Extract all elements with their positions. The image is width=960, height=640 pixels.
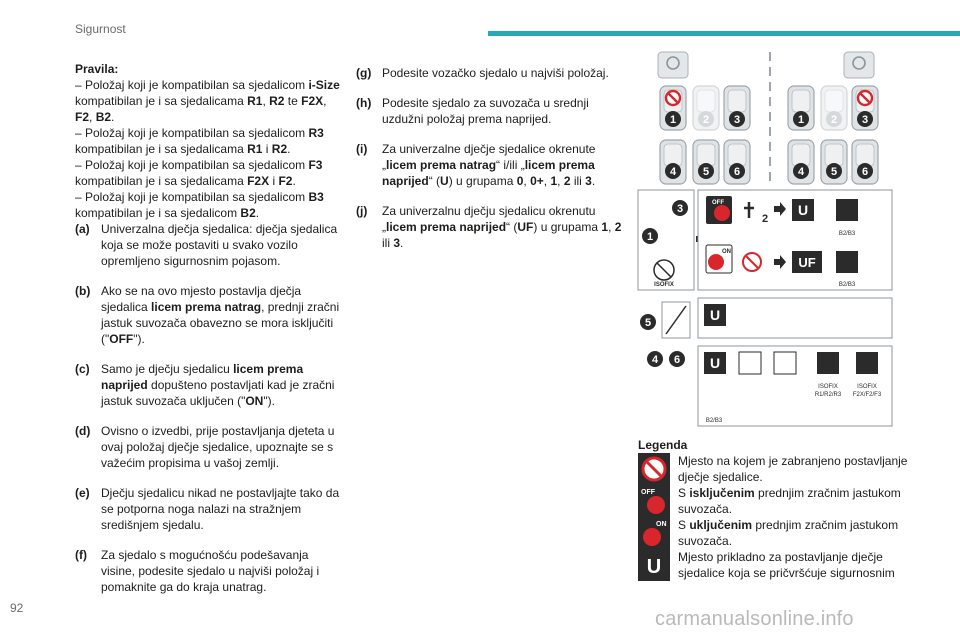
- note-h: (h) Podesite sjedalo za suvozača u srednji uzdužni položaj prema naprijed.: [356, 96, 589, 126]
- svg-text:3: 3: [676, 203, 684, 215]
- seat-diagram: [636, 46, 896, 431]
- svg-text:3: 3: [733, 114, 741, 126]
- universal-seat-icon: [638, 549, 670, 581]
- svg-text:U: U: [646, 556, 662, 578]
- header-accent-bar: [488, 31, 960, 36]
- svg-text:U: U: [709, 355, 721, 371]
- svg-text:OFF: OFF: [641, 489, 655, 496]
- svg-text:2: 2: [702, 114, 710, 126]
- note-a: (a) Univerzalna dječja sjedalica: dječja sjedalica koja se može postaviti u svako vozilo opremljeno sigurnosnim pojasom.: [75, 222, 338, 268]
- note-e: (e) Dječju sjedalicu nikad ne postavljajte tako da se potporna noga nalazi na stražnjem središnjem sjedalu.: [75, 486, 340, 532]
- airbag-off-icon: [638, 485, 670, 517]
- airbag-on-icon: [638, 517, 670, 549]
- svg-text:B2/B3: B2/B3: [705, 418, 723, 424]
- svg-text:5: 5: [644, 317, 652, 329]
- rules-title: Pravila:: [75, 62, 119, 76]
- rule-line-3: – Položaj koji je kompatibilan sa sjedalicom F3 kompatibilan je i sa sjedalicama F2X i F2.: [75, 158, 323, 188]
- legend-item-universal: U Mjesto prikladno za postavljanje dječje sjedalice koja se pričvršćuje sigurnosnim: [638, 549, 928, 581]
- svg-text:ISOFIX: ISOFIX: [857, 384, 877, 390]
- car-left-diagram: [658, 52, 750, 184]
- svg-text:R1/R2/R3: R1/R2/R3: [814, 392, 842, 398]
- legend-item-airbag-off: OFF S isključenim prednjim zračnim jastukom suvozača.: [638, 485, 928, 517]
- seat-4-6-panel: [647, 346, 892, 426]
- svg-text:1: 1: [669, 114, 677, 126]
- note-g: (g) Podesite vozačko sjedalo u najviši položaj.: [356, 66, 609, 80]
- page-number: 92: [10, 601, 24, 615]
- svg-text:B2/B3: B2/B3: [838, 282, 856, 288]
- svg-text:3: 3: [861, 114, 869, 126]
- svg-text:4: 4: [669, 166, 677, 178]
- svg-text:ISOFIX: ISOFIX: [818, 384, 838, 390]
- svg-text:6: 6: [861, 166, 869, 178]
- rules-column: [75, 61, 345, 595]
- front-seat-panel: [638, 190, 892, 290]
- watermark: carmanualsonline.info: [655, 608, 854, 630]
- svg-text:ON: ON: [656, 521, 667, 528]
- legend-item-prohibited: Mjesto na kojem je zabranjeno postavljanje dječje sjedalice.: [638, 453, 928, 485]
- anchor-icon: [774, 352, 796, 374]
- svg-text:ISOFIX: ISOFIX: [654, 282, 674, 288]
- svg-text:5: 5: [830, 166, 838, 178]
- legend-item-airbag-on: ON S uključenim prednjim zračnim jastukom suvozača.: [638, 517, 928, 549]
- rule-line-1: – Položaj koji je kompatibilan sa sjedalicom i-Size kompatibilan je i sa sjedalicama R1, R2 te F2X, F2, B2.: [75, 78, 340, 124]
- section-header: Sigurnost: [75, 22, 126, 36]
- svg-text:4: 4: [651, 354, 659, 366]
- prohibited-icon: [666, 91, 680, 105]
- note-i: (i) Za univerzalne dječje sjedalice okrenute „licem prema natrag“ i/ili „licem prema naprijed“ (U) u grupama 0, 0+, 1, 2 ili 3.: [356, 142, 596, 188]
- notes-column: [356, 65, 626, 251]
- legend-title: Legenda: [638, 438, 688, 452]
- isize-seat-icon: [739, 352, 761, 374]
- svg-text:6: 6: [733, 166, 741, 178]
- svg-text:4: 4: [797, 166, 805, 178]
- svg-text:U: U: [797, 202, 809, 218]
- svg-text:UF: UF: [798, 255, 816, 270]
- prohibited-icon: [638, 453, 670, 485]
- legend: [638, 437, 928, 581]
- svg-text:1: 1: [797, 114, 805, 126]
- child-seat-icon: [836, 199, 858, 221]
- svg-text:6: 6: [673, 354, 681, 366]
- svg-text:5: 5: [702, 166, 710, 178]
- svg-text:B2/B3: B2/B3: [838, 231, 856, 237]
- note-f: (f) Za sjedalo s mogućnošću podešavanja visine, podesite sjedalo u najviši položaj i pomaknite ga do kraja unatrag.: [75, 548, 320, 594]
- seat-5-panel: [640, 298, 892, 338]
- svg-text:ON: ON: [722, 249, 731, 255]
- svg-text:2: 2: [830, 114, 838, 126]
- svg-text:F2X/F2/F3: F2X/F2/F3: [852, 392, 882, 398]
- svg-text:U: U: [709, 307, 721, 323]
- rule-line-4: – Položaj koji je kompatibilan sa sjedalicom B3 kompatibilan je i sa sjedalicom B2.: [75, 190, 324, 220]
- svg-text:2: 2: [762, 213, 769, 225]
- note-d: (d) Ovisno o izvedbi, prije postavljanja djeteta u ovaj položaj dječje sjedalice, upoznajte se s važećim propisima u vašoj zemlji.: [75, 424, 335, 470]
- note-j: (j) Za univerzalnu dječju sjedalicu okrenutu „licem prema naprijed“ (UF) u grupama 1, 2 ili 3.: [356, 204, 622, 250]
- car-right-diagram: [788, 52, 878, 184]
- note-c: (c) Samo je dječju sjedalicu licem prema naprijed dopušteno postavljati kad je zračni jastuk suvozača uključen ("ON").: [75, 362, 335, 408]
- svg-text:OFF: OFF: [712, 200, 724, 206]
- rule-line-2: – Položaj koji je kompatibilan sa sjedalicom R3 kompatibilan je i sa sjedalicama R1 i R2.: [75, 126, 324, 156]
- note-b: (b) Ako se na ovo mjesto postavlja dječja sjedalica licem prema natrag, prednji zračni jastuk suvozača obavezno se mora isključiti ("OFF").: [75, 284, 340, 346]
- svg-text:1: 1: [646, 231, 654, 243]
